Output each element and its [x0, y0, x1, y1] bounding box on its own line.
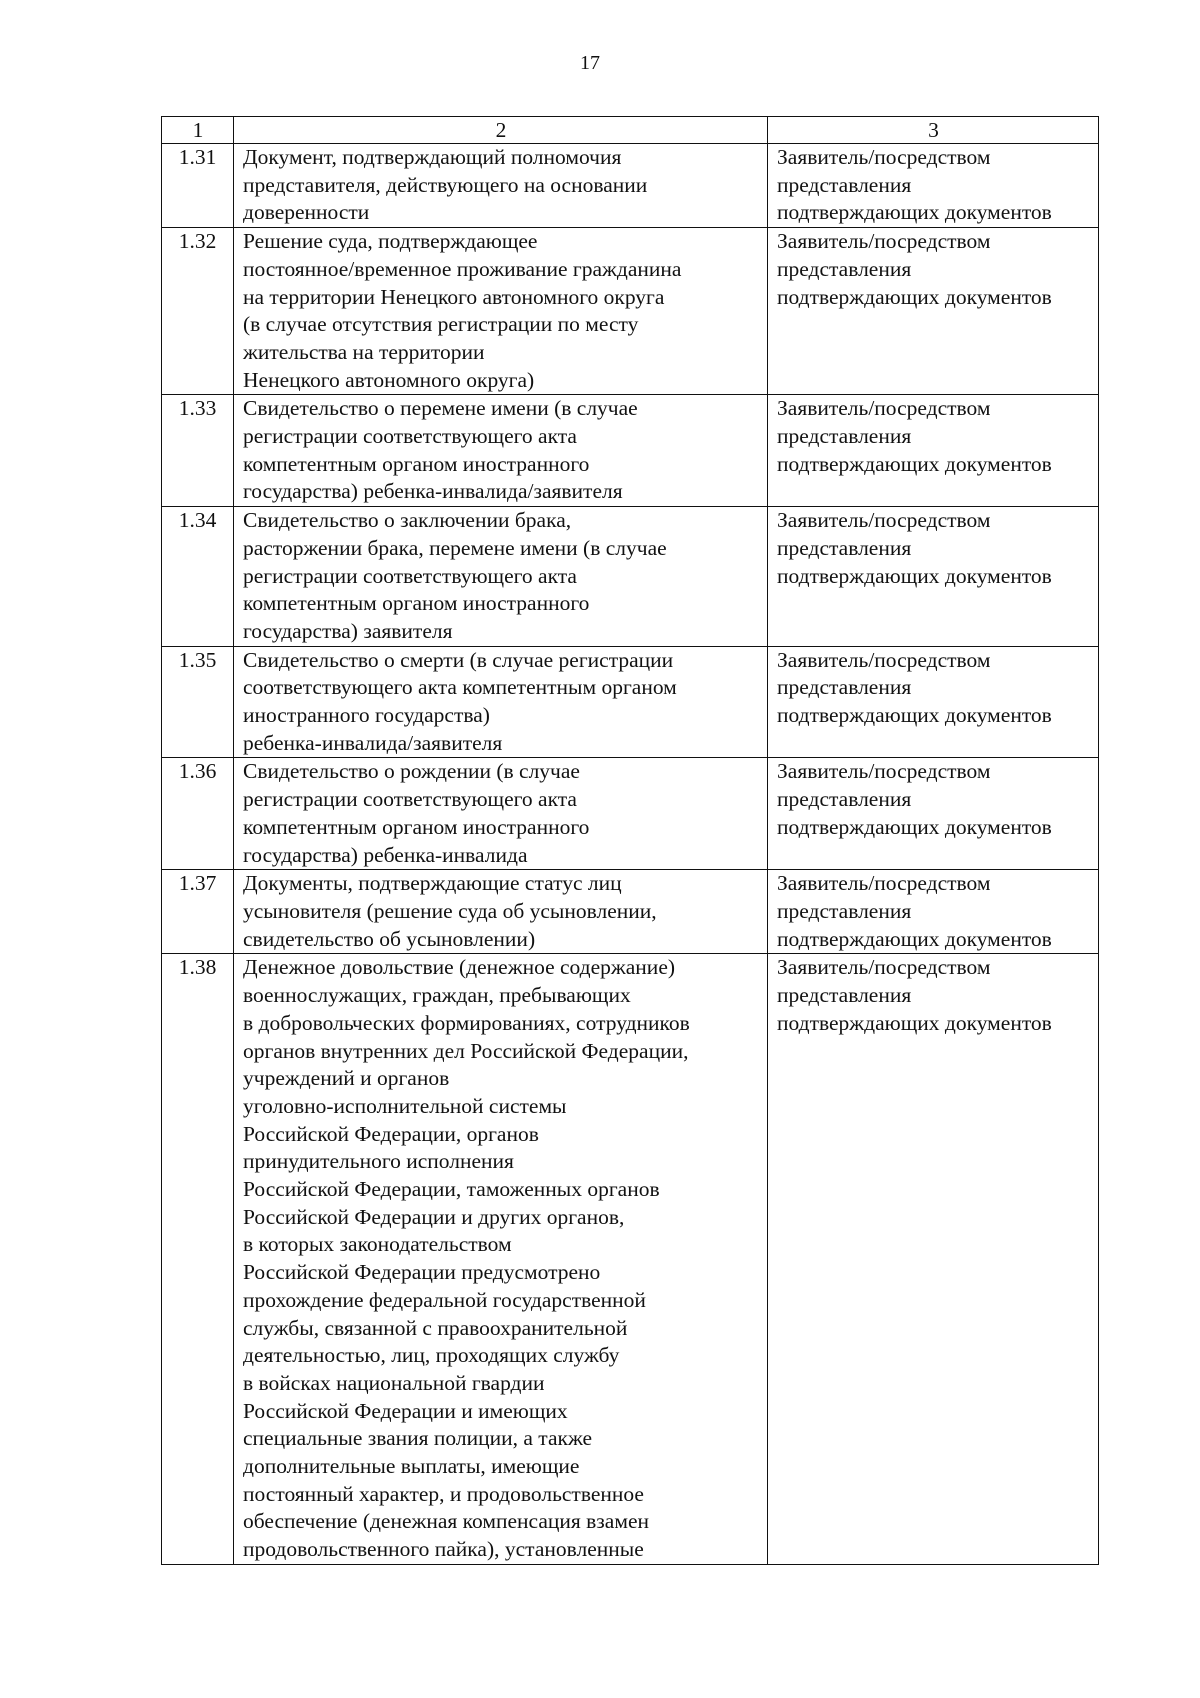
table-row: [162, 954, 1099, 1564]
row-number-cell: 1.38: [162, 954, 234, 1564]
document-cell: Документы, подтверждающие статус лиц усыновителя (решение суда об усыновлении, свидетельство об усыновлении): [234, 870, 768, 954]
row-number-cell: 1.37: [162, 870, 234, 954]
source-cell: Заявитель/посредством представления подтверждающих документов: [768, 954, 1099, 1564]
document-cell: Документ, подтверждающий полномочия представителя, действующего на основании доверенности: [234, 144, 768, 228]
table-row: [162, 507, 1099, 647]
table-row: [162, 870, 1099, 954]
documents-table: [161, 116, 1099, 1565]
column-header-1: 1: [162, 117, 234, 144]
source-cell: Заявитель/посредством представления подтверждающих документов: [768, 228, 1099, 395]
table-row: [162, 758, 1099, 870]
document-cell: Свидетельство о смерти (в случае регистрации соответствующего акта компетентным органом иностранного государства) ребенка-инвалида/заявителя: [234, 646, 768, 758]
source-cell: Заявитель/посредством представления подтверждающих документов: [768, 870, 1099, 954]
document-cell: Свидетельство о перемене имени (в случае регистрации соответствующего акта компетентным органом иностранного государства) ребенка-инвалида/заявителя: [234, 395, 768, 507]
row-number-cell: 1.33: [162, 395, 234, 507]
source-cell: Заявитель/посредством представления подтверждающих документов: [768, 646, 1099, 758]
source-cell: Заявитель/посредством представления подтверждающих документов: [768, 144, 1099, 228]
column-header-3: 3: [768, 117, 1099, 144]
row-number-cell: 1.34: [162, 507, 234, 647]
row-number-cell: 1.35: [162, 646, 234, 758]
source-cell: Заявитель/посредством представления подтверждающих документов: [768, 395, 1099, 507]
document-cell: Свидетельство о рождении (в случае регистрации соответствующего акта компетентным органом иностранного государства) ребенка-инвалида: [234, 758, 768, 870]
table-row: [162, 144, 1099, 228]
row-number-cell: 1.31: [162, 144, 234, 228]
column-header-2: 2: [234, 117, 768, 144]
table-header-row: [162, 117, 1099, 144]
document-cell: Решение суда, подтверждающее постоянное/временное проживание гражданина на территории Ненецкого автономного округа (в случае отсутствия регистрации по месту жительства на территории Ненецкого автономного округа): [234, 228, 768, 395]
page-number: 17: [580, 52, 600, 74]
table-row: [162, 228, 1099, 395]
row-number-cell: 1.36: [162, 758, 234, 870]
source-cell: Заявитель/посредством представления подтверждающих документов: [768, 758, 1099, 870]
source-cell: Заявитель/посредством представления подтверждающих документов: [768, 507, 1099, 647]
table-row: [162, 395, 1099, 507]
document-cell: Денежное довольствие (денежное содержание) военнослужащих, граждан, пребывающих в добровольческих формированиях, сотрудников органов внутренних дел Российской Федерации, учреждений и органов уголовно-исполнительной системы Российской Федерации, органов принудительного исполнения Российской Федерации, таможенных органов Российской Федерации и других органов, в которых законодательством Российской Федерации предусмотрено прохождение федеральной государственной службы, связанной с правоохранительной деятельностью, лиц, проходящих службу в войсках национальной гвардии Российской Федерации и имеющих специальные звания полиции, а также дополнительные выплаты, имеющие постоянный характер, и продовольственное обеспечение (денежная компенсация взамен продовольственного пайка), установленные: [234, 954, 768, 1564]
row-number-cell: 1.32: [162, 228, 234, 395]
table-row: [162, 646, 1099, 758]
document-cell: Свидетельство о заключении брака, расторжении брака, перемене имени (в случае регистрации соответствующего акта компетентным органом иностранного государства) заявителя: [234, 507, 768, 647]
